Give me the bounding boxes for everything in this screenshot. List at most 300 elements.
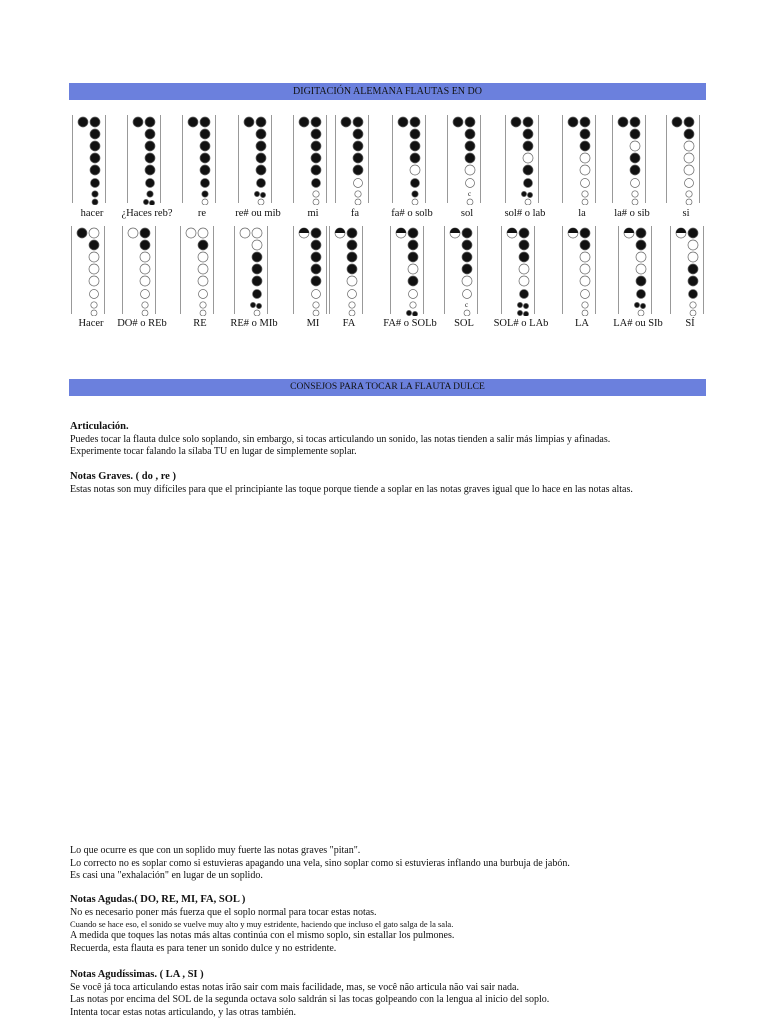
closed-hole	[462, 228, 472, 238]
double-hole-left	[254, 191, 259, 196]
open-hole	[142, 302, 148, 308]
open-hole	[582, 199, 588, 205]
open-hole	[684, 165, 694, 175]
closed-hole	[465, 141, 475, 151]
open-hole	[466, 179, 475, 188]
open-hole	[89, 252, 99, 262]
open-hole	[89, 264, 99, 274]
closed-hole	[408, 252, 418, 262]
closed-hole	[311, 153, 321, 163]
note-label: RE# o MIb	[230, 318, 278, 329]
closed-hole	[580, 141, 590, 151]
note-label: LA	[575, 318, 589, 329]
high-notes-line-3: A medida que toques las notas más altas continúa con el mismo soplo, sin estallar los pulmones.	[70, 930, 455, 941]
double-hole-right	[523, 311, 528, 316]
fingering-diagram	[612, 113, 646, 205]
closed-hole	[347, 264, 357, 274]
closed-hole	[519, 228, 529, 238]
very-high-notes-heading: Notas Agudíssimas. ( LA , SI )	[70, 969, 204, 980]
fingering-diagram	[666, 113, 700, 205]
low-notes-continued	[70, 845, 710, 883]
closed-hole	[398, 117, 408, 127]
open-hole	[580, 276, 590, 286]
open-hole	[463, 290, 472, 299]
note-label: FA# o SOLb	[383, 318, 437, 329]
fingering-holes	[71, 224, 105, 316]
closed-hole	[465, 129, 475, 139]
fingering-chart-title: DIGITACIÓN ALEMANA FLAUTAS EN DO	[69, 83, 706, 100]
closed-hole	[252, 276, 262, 286]
open-hole	[582, 310, 588, 316]
fingering-diagram	[293, 113, 327, 205]
closed-hole	[311, 276, 321, 286]
open-hole	[630, 141, 640, 151]
closed-hole	[408, 240, 418, 250]
open-hole	[90, 290, 99, 299]
closed-hole	[78, 117, 88, 127]
open-hole	[200, 302, 206, 308]
open-hole	[581, 179, 590, 188]
closed-hole	[256, 117, 266, 127]
open-hole	[581, 290, 590, 299]
open-hole	[198, 264, 208, 274]
note-label: re	[197, 208, 207, 219]
fingering-diagram	[501, 224, 535, 316]
open-hole	[636, 252, 646, 262]
closed-hole	[200, 129, 210, 139]
advice-title: CONSEJOS PARA TOCAR LA FLAUTA DULCE	[69, 379, 706, 396]
closed-hole	[580, 129, 590, 139]
note-label: fa# o solb	[391, 208, 433, 219]
closed-hole	[684, 117, 694, 127]
open-hole	[252, 228, 262, 238]
closed-hole	[523, 117, 533, 127]
closed-hole	[146, 179, 155, 188]
open-hole	[198, 276, 208, 286]
open-hole	[140, 252, 150, 262]
closed-hole	[410, 153, 420, 163]
open-hole	[631, 179, 640, 188]
closed-hole	[312, 179, 321, 188]
fingering-holes	[335, 113, 369, 205]
closed-hole	[684, 129, 694, 139]
closed-hole	[580, 117, 590, 127]
closed-hole	[202, 191, 208, 197]
very-high-notes-section	[70, 969, 710, 1019]
open-hole	[684, 141, 694, 151]
closed-hole	[637, 290, 646, 299]
closed-hole	[311, 240, 321, 250]
open-hole	[349, 310, 355, 316]
open-hole	[348, 290, 357, 299]
fingering-diagram	[71, 224, 105, 316]
open-hole	[89, 276, 99, 286]
open-hole	[355, 199, 361, 205]
fingering-holes	[127, 113, 161, 205]
note-label: si	[682, 208, 690, 219]
closed-hole	[90, 153, 100, 163]
closed-hole	[523, 129, 533, 139]
note-label: SOL# o LAb	[493, 318, 549, 329]
open-hole	[186, 228, 196, 238]
open-hole	[313, 302, 319, 308]
closed-hole	[689, 290, 698, 299]
fingering-diagram	[234, 224, 268, 316]
closed-hole	[410, 129, 420, 139]
closed-hole	[252, 264, 262, 274]
fingering-holes	[122, 224, 156, 316]
closed-hole	[311, 252, 321, 262]
fingering-diagram	[505, 113, 539, 205]
articulation-line-2: Experimente tocar falando la sílaba TU en lugar de simplemente soplar.	[70, 446, 357, 457]
high-notes-line-1: No es necesario poner más fuerza que el soplo normal para tocar estas notas.	[70, 906, 377, 918]
low-notes-line-1: Estas notas son muy difíciles para que el principiante las toque porque tiende a soplar en las notas graves igual que lo hace en las notas altas.	[70, 483, 633, 495]
open-hole	[142, 310, 148, 316]
closed-hole	[145, 117, 155, 127]
closed-hole	[244, 117, 254, 127]
closed-hole	[91, 179, 100, 188]
open-hole	[580, 153, 590, 163]
closed-hole	[672, 117, 682, 127]
open-hole	[252, 240, 262, 250]
high-notes-line-2: Cuando se hace eso, el sonido se vuelve muy alto y muy estridente, haciendo que incluso el gato salga de la sala.	[70, 919, 454, 929]
double-hole-left	[517, 310, 522, 315]
open-hole	[408, 264, 418, 274]
open-hole	[464, 310, 470, 316]
closed-hole	[257, 179, 266, 188]
fingering-diagram	[182, 113, 216, 205]
fingering-diagram	[392, 113, 426, 205]
closed-hole	[630, 117, 640, 127]
note-label: la	[578, 208, 586, 219]
double-hole-right	[260, 192, 265, 197]
closed-hole	[311, 264, 321, 274]
open-hole	[140, 276, 150, 286]
open-hole	[580, 264, 590, 274]
closed-hole	[200, 117, 210, 127]
articulation-section	[70, 421, 710, 459]
closed-hole	[580, 240, 590, 250]
open-hole	[688, 252, 698, 262]
closed-hole	[256, 153, 266, 163]
half-hole	[335, 228, 345, 238]
fingering-diagram	[122, 224, 156, 316]
closed-hole	[256, 141, 266, 151]
double-hole-right	[527, 192, 532, 197]
half-hole	[299, 228, 309, 238]
open-hole	[685, 179, 694, 188]
closed-hole	[311, 117, 321, 127]
fingering-holes	[505, 113, 539, 205]
open-hole	[632, 191, 638, 197]
closed-hole	[462, 252, 472, 262]
half-hole	[450, 228, 460, 238]
double-hole-left	[517, 302, 522, 307]
closed-hole	[145, 153, 155, 163]
fingering-holes	[180, 224, 214, 316]
closed-hole	[408, 276, 418, 286]
open-hole	[636, 264, 646, 274]
note-label: DO# o REb	[117, 318, 167, 329]
fingering-holes	[447, 113, 481, 205]
fingering-diagram	[562, 224, 596, 316]
closed-hole	[453, 117, 463, 127]
open-hole	[686, 199, 692, 205]
low-notes-line-3: Lo correcto no es soplar como si estuvieras apagando una vela, sino soplar como si estuvieras inflando una burbuja de jabón.	[70, 857, 570, 869]
double-hole-right	[523, 303, 528, 308]
open-hole	[582, 191, 588, 197]
open-hole	[355, 191, 361, 197]
open-hole	[462, 276, 472, 286]
open-hole	[519, 276, 529, 286]
double-hole-left	[143, 199, 148, 204]
note-label: Hacer	[78, 318, 104, 329]
open-hole	[410, 302, 416, 308]
open-hole	[254, 310, 260, 316]
open-hole	[688, 240, 698, 250]
closed-hole	[133, 117, 143, 127]
fingering-diagram	[447, 113, 481, 205]
closed-hole	[140, 228, 150, 238]
fingering-diagram	[180, 224, 214, 316]
open-hole	[240, 228, 250, 238]
open-hole	[684, 153, 694, 163]
double-hole-left	[406, 310, 411, 315]
fingering-holes	[670, 224, 704, 316]
closed-hole	[252, 252, 262, 262]
closed-hole	[411, 179, 420, 188]
open-hole	[198, 228, 208, 238]
half-hole	[396, 228, 406, 238]
closed-hole	[140, 240, 150, 250]
closed-hole	[347, 228, 357, 238]
closed-hole	[347, 252, 357, 262]
closed-hole	[311, 141, 321, 151]
open-hole	[467, 199, 473, 205]
fingering-diagram	[670, 224, 704, 316]
closed-hole	[89, 240, 99, 250]
low-notes-heading: Notas Graves. ( do , re )	[70, 471, 176, 482]
open-hole	[313, 310, 319, 316]
note-label: hacer	[80, 208, 104, 219]
open-hole	[632, 199, 638, 205]
open-hole	[525, 199, 531, 205]
closed-hole	[519, 240, 529, 250]
closed-hole	[519, 252, 529, 262]
closed-hole	[299, 117, 309, 127]
double-hole-left	[634, 302, 639, 307]
fingering-diagram	[127, 113, 161, 205]
closed-hole	[311, 228, 321, 238]
open-hole	[258, 199, 264, 205]
double-hole-left	[521, 191, 526, 196]
open-hole	[638, 310, 644, 316]
fingering-holes	[234, 224, 268, 316]
open-hole	[91, 310, 97, 316]
fingering-diagram	[72, 113, 106, 205]
high-notes-section	[70, 894, 710, 955]
closed-hole	[465, 117, 475, 127]
high-notes-line-4: Recuerda, esta flauta es para tener un sonido dulce y no estridente.	[70, 942, 337, 954]
closed-hole	[462, 240, 472, 250]
closed-hole	[90, 129, 100, 139]
closed-hole	[311, 129, 321, 139]
closed-hole	[636, 276, 646, 286]
closed-hole	[688, 228, 698, 238]
closed-hole	[256, 129, 266, 139]
closed-hole	[353, 129, 363, 139]
double-hole-right	[412, 311, 417, 316]
open-hole	[202, 199, 208, 205]
double-hole-right	[256, 303, 261, 308]
open-hole	[582, 302, 588, 308]
closed-hole	[188, 117, 198, 127]
low-notes-line-2: Lo que ocurre es que con un soplido muy fuerte las notas graves "pitan".	[70, 845, 361, 856]
closed-hole	[523, 141, 533, 151]
double-hole-right	[640, 303, 645, 308]
fingering-holes	[612, 113, 646, 205]
open-hole	[200, 310, 206, 316]
closed-hole	[462, 264, 472, 274]
closed-hole	[90, 165, 100, 175]
note-label: SÍ	[685, 318, 695, 329]
closed-hole	[353, 153, 363, 163]
open-hole	[465, 165, 475, 175]
closed-hole	[145, 129, 155, 139]
very-high-notes-line-2: Las notas por encima del SOL de la segunda octava solo saldrán si las tocas golpeando con la lengua al inicio del soplo.	[70, 994, 550, 1005]
closed-hole	[353, 117, 363, 127]
fingering-holes	[392, 113, 426, 205]
note-label: fa	[350, 208, 360, 219]
closed-hole	[412, 191, 418, 197]
fingering-holes	[293, 113, 327, 205]
open-hole	[523, 153, 533, 163]
open-hole	[347, 276, 357, 286]
open-hole	[410, 165, 420, 175]
fingering-holes	[618, 224, 652, 316]
open-hole	[140, 264, 150, 274]
fingering-diagram	[329, 224, 363, 316]
closed-hole	[511, 117, 521, 127]
closed-hole	[145, 141, 155, 151]
closed-hole	[353, 165, 363, 175]
closed-hole	[688, 276, 698, 286]
closed-hole	[200, 165, 210, 175]
closed-hole	[568, 117, 578, 127]
note-label: sol# o lab	[504, 208, 546, 219]
closed-hole	[520, 290, 529, 299]
fingering-holes	[182, 113, 216, 205]
closed-hole	[630, 153, 640, 163]
double-hole-left	[250, 302, 255, 307]
closed-hole	[200, 141, 210, 151]
high-notes-heading: Notas Agudas.( DO, RE, MI, FA, SOL )	[70, 894, 246, 905]
closed-hole	[524, 179, 533, 188]
open-hole	[89, 228, 99, 238]
very-high-notes-line-3: Intenta tocar estas notas articulando, y las otras también.	[70, 1006, 297, 1018]
closed-hole	[630, 165, 640, 175]
fingering-holes	[562, 113, 596, 205]
fingering-diagram	[293, 224, 327, 316]
very-high-notes-line-1: Se você já toca articulando estas notas irão sair com mais facilidade, mas, se você não articula não vai sair nada.	[70, 981, 519, 993]
note-label: FA	[342, 318, 356, 329]
open-hole	[313, 199, 319, 205]
note-label: LA# ou SIb	[613, 318, 663, 329]
open-hole	[412, 199, 418, 205]
open-hole	[409, 290, 418, 299]
fingering-holes	[329, 224, 363, 316]
closed-hole	[618, 117, 628, 127]
closed-hole	[253, 290, 262, 299]
closed-hole	[630, 129, 640, 139]
fingering-diagram	[444, 224, 478, 316]
partial-hole-mark: c	[465, 301, 469, 309]
fingering-diagram	[618, 224, 652, 316]
note-label: RE	[193, 318, 207, 329]
closed-hole	[147, 191, 153, 197]
note-label: la# o sib	[614, 208, 650, 219]
closed-hole	[688, 264, 698, 274]
open-hole	[690, 310, 696, 316]
closed-hole	[256, 165, 266, 175]
closed-hole	[636, 228, 646, 238]
open-hole	[199, 290, 208, 299]
open-hole	[349, 302, 355, 308]
closed-hole	[341, 117, 351, 127]
closed-hole	[200, 153, 210, 163]
closed-hole	[201, 179, 210, 188]
fingering-diagram	[390, 224, 424, 316]
partial-hole-mark: c	[468, 190, 472, 198]
closed-hole	[92, 199, 98, 205]
half-hole	[676, 228, 686, 238]
closed-hole	[77, 228, 87, 238]
fingering-diagram	[335, 113, 369, 205]
open-hole	[354, 179, 363, 188]
note-label: sol	[460, 208, 474, 219]
fingering-holes	[666, 113, 700, 205]
open-hole	[313, 191, 319, 197]
note-label: mi	[307, 208, 319, 219]
half-hole	[568, 228, 578, 238]
low-notes-section	[70, 471, 710, 496]
open-hole	[141, 290, 150, 299]
closed-hole	[580, 228, 590, 238]
articulation-heading: Articulación.	[70, 421, 129, 432]
open-hole	[690, 302, 696, 308]
closed-hole	[90, 117, 100, 127]
closed-hole	[90, 141, 100, 151]
double-hole-right	[149, 200, 154, 205]
closed-hole	[92, 191, 98, 197]
fingering-holes	[293, 224, 327, 316]
note-label: MI	[306, 318, 320, 329]
half-hole	[624, 228, 634, 238]
fingering-holes	[562, 224, 596, 316]
articulation-line-1: Puedes tocar la flauta dulce solo soplando, sin embargo, si tocas articulando un sonido, las notas tienden a salir más limpias y afinadas.	[70, 433, 611, 445]
open-hole	[580, 252, 590, 262]
note-label: SOL	[454, 318, 474, 329]
fingering-diagram	[562, 113, 596, 205]
fingering-holes	[501, 224, 535, 316]
closed-hole	[145, 165, 155, 175]
open-hole	[686, 191, 692, 197]
open-hole	[128, 228, 138, 238]
half-hole	[507, 228, 517, 238]
fingering-holes	[390, 224, 424, 316]
fingering-holes	[238, 113, 272, 205]
closed-hole	[347, 240, 357, 250]
